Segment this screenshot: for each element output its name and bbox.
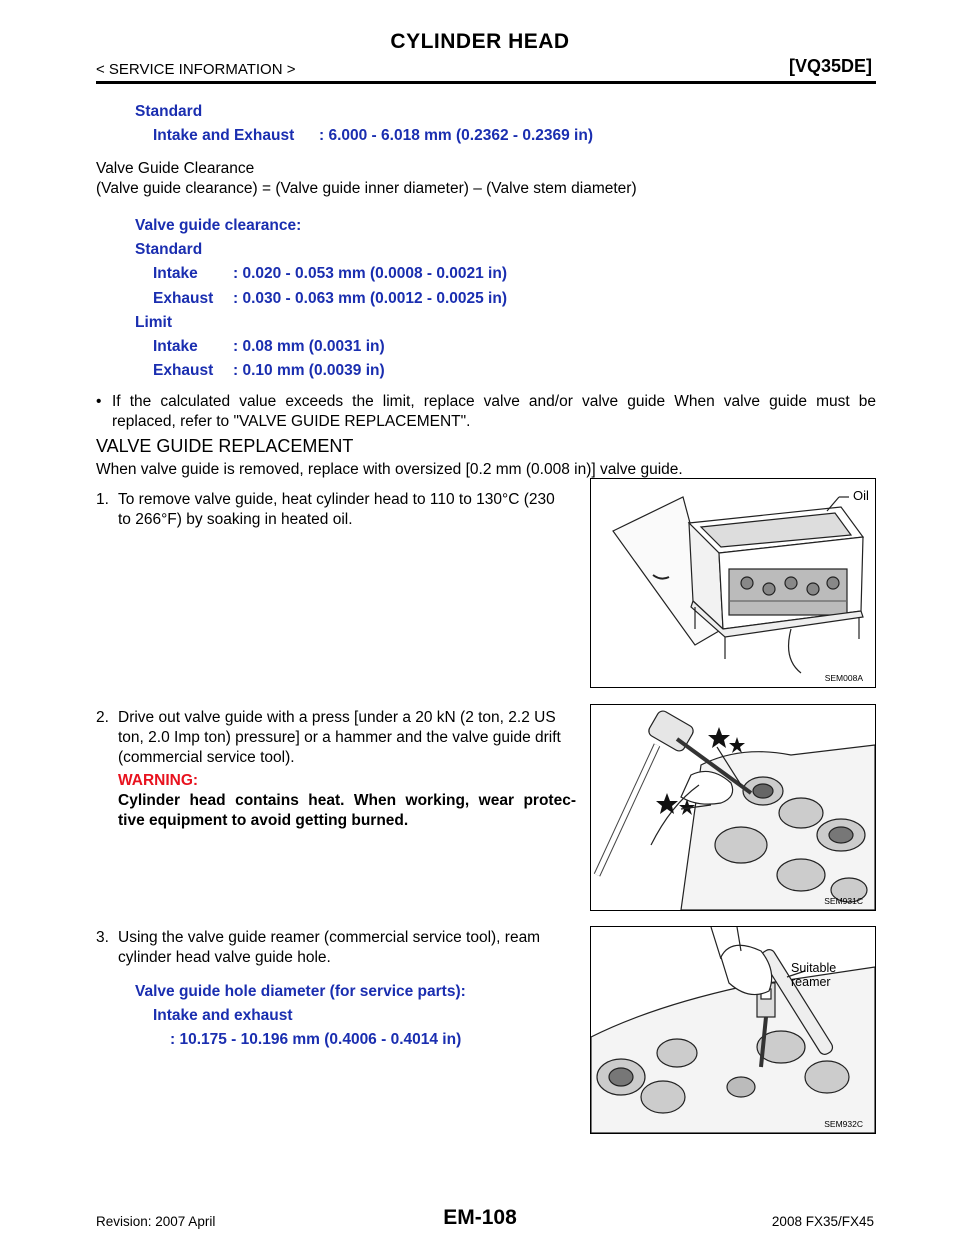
step-2-line-3: (commercial service tool). bbox=[118, 749, 295, 766]
spec-clearance-limit: Limit bbox=[135, 314, 173, 331]
spec-clearance-title: Valve guide clearance: bbox=[135, 217, 302, 234]
hammer-drift-illustration bbox=[591, 705, 875, 910]
clearance-formula: (Valve guide clearance) = (Valve guide inner diameter) – (Valve stem diameter) bbox=[96, 180, 637, 197]
figure-reamer bbox=[590, 926, 876, 1134]
spec-lim-exhaust-label: Exhaust bbox=[153, 362, 214, 379]
footer-page-number: EM-108 bbox=[443, 1206, 517, 1229]
spec-stem-label: Intake and Exhaust bbox=[153, 127, 295, 144]
warning-label: WARNING: bbox=[118, 772, 199, 789]
figure-oil-label: Oil bbox=[853, 488, 869, 503]
figure-2-code: SEM931C bbox=[824, 896, 863, 906]
figure-hammer-drift bbox=[590, 704, 876, 911]
spec-std-intake-value: : 0.020 - 0.053 mm (0.0008 - 0.0021 in) bbox=[233, 265, 507, 282]
bullet-dot: • bbox=[96, 393, 102, 410]
step-1-number: 1. bbox=[96, 491, 109, 508]
spec-stem-value: : 6.000 - 6.018 mm (0.2362 - 0.2369 in) bbox=[319, 127, 593, 144]
spec-lim-exhaust-value: : 0.10 mm (0.0039 in) bbox=[233, 362, 385, 379]
reamer-illustration bbox=[591, 927, 875, 1133]
figure-3-code: SEM932C bbox=[824, 1119, 863, 1129]
step-2-line-1: Drive out valve guide with a press [under a 20 kN (2 ton, 2.2 US bbox=[118, 709, 556, 726]
oil-bath-illustration bbox=[591, 479, 875, 687]
spec-hole-value: : 10.175 - 10.196 mm (0.4006 - 0.4014 in) bbox=[170, 1031, 462, 1048]
step-3-number: 3. bbox=[96, 929, 109, 946]
step-1-line-1: To remove valve guide, heat cylinder head to 110 to 130°C (230 bbox=[118, 491, 555, 508]
spec-lim-intake-value: : 0.08 mm (0.0031 in) bbox=[233, 338, 385, 355]
clearance-heading: Valve Guide Clearance bbox=[96, 160, 255, 177]
header-rule bbox=[96, 81, 876, 84]
bullet-line-1: If the calculated value exceeds the limit, replace valve and/or valve guide When valve guide must be bbox=[112, 393, 876, 410]
spec-lim-intake-label: Intake bbox=[153, 338, 198, 355]
spec-hole-label: Intake and exhaust bbox=[153, 1007, 293, 1024]
spec-std-intake-label: Intake bbox=[153, 265, 198, 282]
section-heading: VALVE GUIDE REPLACEMENT bbox=[96, 436, 354, 456]
figure-oil-bath bbox=[590, 478, 876, 688]
spec-hole-title: Valve guide hole diameter (for service parts): bbox=[135, 983, 466, 1000]
bullet-line-2: replaced, refer to "VALVE GUIDE REPLACEMENT". bbox=[112, 413, 471, 430]
step-1-line-2: to 266°F) by soaking in heated oil. bbox=[118, 511, 353, 528]
step-2-number: 2. bbox=[96, 709, 109, 726]
footer-revision: Revision: 2007 April bbox=[96, 1214, 216, 1229]
section-breadcrumb: < SERVICE INFORMATION > bbox=[96, 61, 296, 78]
page-title: CYLINDER HEAD bbox=[390, 30, 570, 53]
step-3-line-2: cylinder head valve guide hole. bbox=[118, 949, 331, 966]
spec-clearance-standard: Standard bbox=[135, 241, 203, 258]
replacement-intro: When valve guide is removed, replace with oversized [0.2 mm (0.008 in)] valve guide. bbox=[96, 461, 683, 478]
warning-line-1: Cylinder head contains heat. When working, wear protec- bbox=[118, 792, 576, 809]
spec-std-exhaust-value: : 0.030 - 0.063 mm (0.0012 - 0.0025 in) bbox=[233, 290, 507, 307]
figure-1-code: SEM008A bbox=[824, 673, 863, 683]
spec-std-exhaust-label: Exhaust bbox=[153, 290, 214, 307]
step-3-line-1: Using the valve guide reamer (commercial service tool), ream bbox=[118, 929, 541, 946]
footer-model: 2008 FX35/FX45 bbox=[771, 1214, 874, 1229]
step-2-line-2: ton, 2.0 Imp ton) pressure] or a hammer and the valve guide drift bbox=[118, 729, 561, 746]
engine-code: [VQ35DE] bbox=[788, 56, 872, 76]
spec-stem-standard: Standard bbox=[135, 103, 203, 120]
warning-line-2: tive equipment to avoid getting burned. bbox=[118, 812, 409, 829]
figure-reamer-label: Suitable reamer bbox=[791, 961, 837, 989]
